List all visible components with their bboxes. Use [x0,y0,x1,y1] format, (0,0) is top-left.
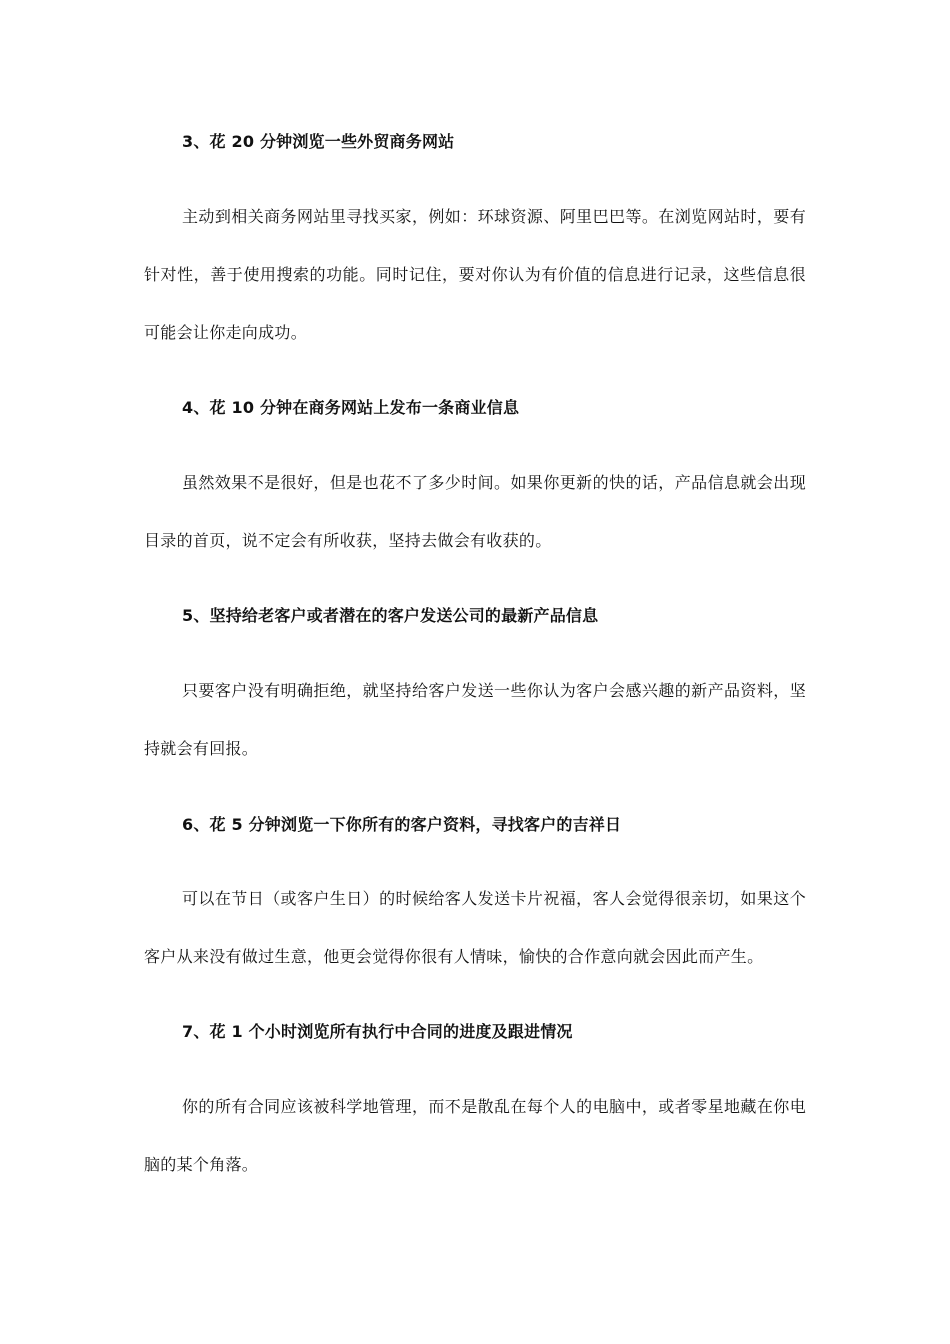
section-6-heading: 6、花 5 分钟浏览一下你所有的客户资料，寻找客户的吉祥日 [182,815,622,834]
section-7-body: 你的所有合同应该被科学地管理，而不是散乱在每个人的电脑中，或者零星地藏在你电脑的某个角落。 [144,1097,806,1174]
section-7-heading: 7、花 1 个小时浏览所有执行中合同的进度及跟进情况 [182,1022,573,1041]
section-3-body: 主动到相关商务网站里寻找买家，例如：环球资源、阿里巴巴等。在浏览网站时，要有针对性，善于使用搜索的功能。同时记住，要对你认为有价值的信息进行记录，这些信息很可能会让你走向成功。 [144,207,806,342]
section-5-body: 只要客户没有明确拒绝，就坚持给客户发送一些你认为客户会感兴趣的新产品资料，坚持就会有回报。 [144,681,806,758]
section-3-heading: 3、花 20 分钟浏览一些外贸商务网站 [182,132,455,151]
section-5-heading: 5、坚持给老客户或者潜在的客户发送公司的最新产品信息 [182,606,599,625]
section-6-body: 可以在节日（或客户生日）的时候给客人发送卡片祝福，客人会觉得很亲切，如果这个客户从来没有做过生意，他更会觉得你很有人情味，愉快的合作意向就会因此而产生。 [144,889,806,966]
section-4-heading: 4、花 10 分钟在商务网站上发布一条商业信息 [182,398,520,417]
section-4-body: 虽然效果不是很好，但是也花不了多少时间。如果你更新的快的话，产品信息就会出现目录的首页，说不定会有所收获，坚持去做会有收获的。 [144,473,806,550]
